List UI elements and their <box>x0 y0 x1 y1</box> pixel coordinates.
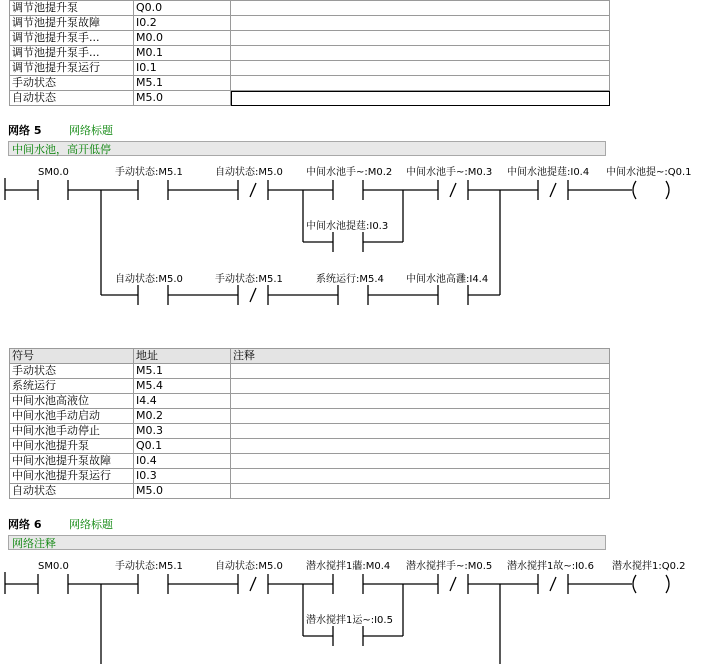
contact-sm00-label: SM0.0 <box>38 167 69 178</box>
cell-comment[interactable] <box>231 1 610 16</box>
cell-address[interactable]: M5.1 <box>134 364 231 379</box>
cell-symbol[interactable]: 中间水池手动启动 <box>10 409 134 424</box>
table-row[interactable] <box>10 394 610 409</box>
symbol-table-network-5 <box>9 348 610 499</box>
n6-contact-m05-label: 潜水搅拌手~:M0.5 <box>406 561 493 572</box>
cell-symbol[interactable]: 调节池提升泵故障 <box>10 16 134 31</box>
cell-symbol[interactable]: 中间水池高液位 <box>10 394 134 409</box>
cell-address[interactable]: M5.0 <box>134 91 231 106</box>
contact-m54-label: 系统运行:M5.4 <box>316 274 384 285</box>
table-row[interactable] <box>10 409 610 424</box>
contact-m03-label: 中间水池手~:M0.3 <box>406 167 493 178</box>
n6-contact-i06-label: 潜水搅拌1故~:I0.6 <box>507 561 594 572</box>
cell-comment[interactable] <box>231 394 610 409</box>
cell-address[interactable]: M0.2 <box>134 409 231 424</box>
table-row[interactable] <box>10 91 610 106</box>
cell-comment[interactable] <box>231 61 610 76</box>
cell-comment[interactable] <box>231 31 610 46</box>
cell-address[interactable]: M0.0 <box>134 31 231 46</box>
contact-i04-label: 中间水池提莛:I0.4 <box>507 167 590 178</box>
contact-manual-nc-label: 手动状态:M5.1 <box>215 274 283 285</box>
cell-symbol[interactable]: 中间水池提升泵故障 <box>10 454 134 469</box>
contact-auto-label: 自动状态:M5.0 <box>115 274 183 285</box>
table-row[interactable] <box>10 454 610 469</box>
table-row[interactable] <box>10 364 610 379</box>
n6-contact-manual-label: 手动状态:M5.1 <box>115 561 183 572</box>
cell-comment[interactable] <box>231 76 610 91</box>
table-row[interactable] <box>10 61 610 76</box>
cell-address[interactable]: M5.1 <box>134 76 231 91</box>
cell-comment[interactable] <box>231 454 610 469</box>
cell-symbol[interactable]: 系统运行 <box>10 379 134 394</box>
contact-i03-label: 中间水池提莛:I0.3 <box>306 221 389 232</box>
contact-manual-label: 手动状态:M5.1 <box>115 167 183 178</box>
column-header[interactable]: 地址 <box>134 349 231 364</box>
cell-address[interactable]: I0.4 <box>134 454 231 469</box>
cell-comment[interactable] <box>231 91 610 106</box>
network-6-label: 网络 6 <box>8 518 42 531</box>
cell-comment[interactable] <box>231 484 610 499</box>
cell-comment[interactable] <box>231 46 610 61</box>
cell-comment[interactable] <box>231 469 610 484</box>
table-row[interactable] <box>10 16 610 31</box>
table-row[interactable] <box>10 1 610 16</box>
cell-symbol[interactable]: 自动状态 <box>10 91 134 106</box>
symbol-table-top <box>9 0 610 106</box>
cell-comment[interactable] <box>231 379 610 394</box>
network-5-comment[interactable]: 中间水池，高开低停 <box>8 141 606 156</box>
cell-address[interactable]: I4.4 <box>134 394 231 409</box>
cell-address[interactable]: M5.0 <box>134 484 231 499</box>
table-row[interactable] <box>10 469 610 484</box>
cell-symbol[interactable]: 手动状态 <box>10 364 134 379</box>
table-row[interactable] <box>10 424 610 439</box>
network-5-label: 网络 5 <box>8 124 42 137</box>
cell-address[interactable]: M0.1 <box>134 46 231 61</box>
contact-m02-label: 中间水池手~:M0.2 <box>306 167 393 178</box>
n6-coil-q02-label: 潜水搅拌1:Q0.2 <box>612 561 686 572</box>
cell-symbol[interactable]: 中间水池提升泵 <box>10 439 134 454</box>
coil-q01-label: 中间水池提~:Q0.1 <box>606 167 692 178</box>
network-5-title[interactable]: 网络标题 <box>69 124 113 137</box>
table-row[interactable] <box>10 439 610 454</box>
cell-symbol[interactable]: 中间水池提升泵运行 <box>10 469 134 484</box>
cell-symbol[interactable]: 调节池提升泵手... <box>10 31 134 46</box>
cell-symbol[interactable]: 调节池提升泵手... <box>10 46 134 61</box>
cell-symbol[interactable]: 中间水池手动停止 <box>10 424 134 439</box>
cell-comment[interactable] <box>231 439 610 454</box>
table-row[interactable] <box>10 379 610 394</box>
cell-comment[interactable] <box>231 16 610 31</box>
column-header[interactable]: 符号 <box>10 349 134 364</box>
table-row[interactable] <box>10 31 610 46</box>
table-header-row <box>10 349 610 364</box>
n6-contact-sm00-label: SM0.0 <box>38 561 69 572</box>
n6-contact-m04-label: 潜水搅拌1蘠:M0.4 <box>306 561 391 572</box>
n6-contact-i05-label: 潜水搅拌1运~:I0.5 <box>306 615 393 626</box>
column-header[interactable]: 注释 <box>231 349 610 364</box>
cell-address[interactable]: Q0.1 <box>134 439 231 454</box>
network-5-ladder[interactable] <box>0 160 720 310</box>
network-6-title[interactable]: 网络标题 <box>69 518 113 531</box>
cell-symbol[interactable]: 手动状态 <box>10 76 134 91</box>
network-6-ladder[interactable] <box>0 554 720 664</box>
cell-symbol[interactable]: 自动状态 <box>10 484 134 499</box>
contact-i44-label: 中间水池高灉:I4.4 <box>406 274 489 285</box>
cell-comment[interactable] <box>231 364 610 379</box>
cell-address[interactable]: Q0.0 <box>134 1 231 16</box>
network-6-comment[interactable]: 网络注释 <box>8 535 606 550</box>
table-row[interactable] <box>10 484 610 499</box>
cell-comment[interactable] <box>231 409 610 424</box>
table-row[interactable] <box>10 76 610 91</box>
cell-comment[interactable] <box>231 424 610 439</box>
cell-symbol[interactable]: 调节池提升泵 <box>10 1 134 16</box>
table-row[interactable] <box>10 46 610 61</box>
cell-address[interactable]: I0.3 <box>134 469 231 484</box>
n6-contact-auto-nc-label: 自动状态:M5.0 <box>215 561 283 572</box>
cell-address[interactable]: I0.2 <box>134 16 231 31</box>
cell-address[interactable]: M0.3 <box>134 424 231 439</box>
contact-auto-nc-label: 自动状态:M5.0 <box>215 167 283 178</box>
cell-symbol[interactable]: 调节池提升泵运行 <box>10 61 134 76</box>
cell-address[interactable]: M5.4 <box>134 379 231 394</box>
cell-address[interactable]: I0.1 <box>134 61 231 76</box>
